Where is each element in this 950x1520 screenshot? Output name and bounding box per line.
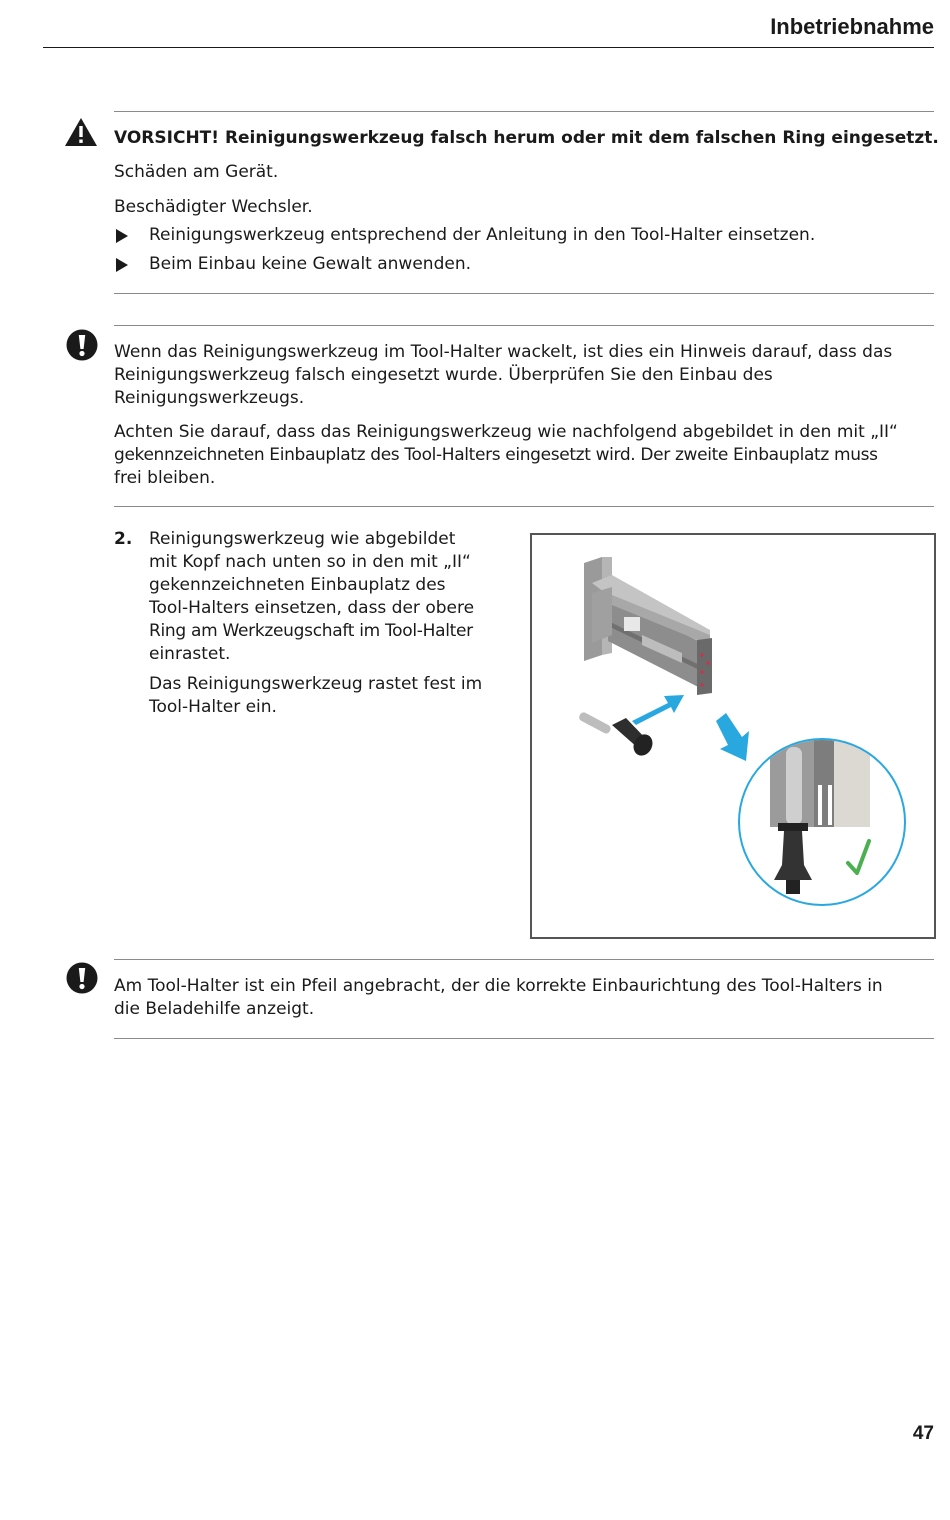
note-paragraph-line: Wenn das Reinigungswerkzeug im Tool-Halter wackelt, ist dies ein Hinweis darauf, dass das — [114, 342, 893, 362]
caution-title: VORSICHT! Reinigungswerkzeug falsch herum oder mit dem falschen Ring eingesetzt. — [114, 128, 939, 148]
note-top-divider — [114, 325, 934, 326]
step-line: Reinigungswerkzeug wie abgebildet — [149, 529, 456, 549]
section-title: Inbetriebnahme — [770, 14, 934, 39]
step-result-line: Das Reinigungswerkzeug rastet fest im — [149, 674, 483, 694]
caution-action: Reinigungswerkzeug entsprechend der Anleitung in den Tool-Halter einsetzen. — [149, 225, 816, 245]
caution-bottom-divider — [114, 293, 934, 294]
step-line: einrastet. — [149, 644, 231, 664]
step-line: mit Kopf nach unten so in den mit „II“ — [149, 552, 471, 572]
caution-top-divider — [114, 111, 934, 112]
note-paragraph-line: Reinigungswerkzeugs. — [114, 388, 305, 408]
exclamation-circle-icon — [66, 329, 98, 365]
note-paragraph-line: frei bleiben. — [114, 468, 216, 488]
note-top-divider — [114, 959, 934, 960]
page-number: 47 — [912, 1423, 934, 1444]
note-paragraph-line: Reinigungswerkzeug falsch eingesetzt wurde. Überprüfen Sie den Einbau des — [114, 365, 773, 385]
note-paragraph-line: Achten Sie darauf, dass das Reinigungswerkzeug wie nachfolgend abgebildet in den mit „II“ — [114, 422, 898, 442]
step-line: gekennzeichneten Einbauplatz des — [149, 575, 446, 595]
installation-figure — [530, 533, 936, 939]
note-paragraph-line: gekennzeichneten Einbauplatz des Tool-Halters eingesetzt wird. Der zweite Einbauplatz muss — [114, 445, 878, 465]
bullet-arrow-icon — [116, 229, 128, 243]
direction-arrow-icon — [716, 713, 749, 761]
note-paragraph-line: die Beladehilfe anzeigt. — [114, 999, 315, 1019]
step-line: Ring am Werkzeugschaft im Tool-Halter — [149, 621, 473, 641]
header-divider — [43, 47, 934, 48]
insertion-arrow-icon — [632, 695, 684, 725]
step-number: 2. — [114, 529, 133, 549]
bullet-arrow-icon — [116, 258, 128, 272]
caution-consequence: Schäden am Gerät. — [114, 162, 279, 182]
note-bottom-divider — [114, 1038, 934, 1039]
tool-holder-illustration — [584, 557, 712, 695]
detail-magnifier — [739, 739, 905, 905]
step-result-line: Tool-Halter ein. — [149, 697, 277, 717]
note-bottom-divider — [114, 506, 934, 507]
note-paragraph-line: Am Tool-Halter ist ein Pfeil angebracht, der die korrekte Einbaurichtung des Tool-Halters in — [114, 976, 883, 996]
exclamation-circle-icon — [66, 962, 98, 998]
warning-triangle-icon — [64, 117, 98, 151]
caution-action: Beim Einbau keine Gewalt anwenden. — [149, 254, 471, 274]
caution-consequence: Beschädigter Wechsler. — [114, 197, 313, 217]
step-line: Tool-Halters einsetzen, dass der obere — [149, 598, 475, 618]
